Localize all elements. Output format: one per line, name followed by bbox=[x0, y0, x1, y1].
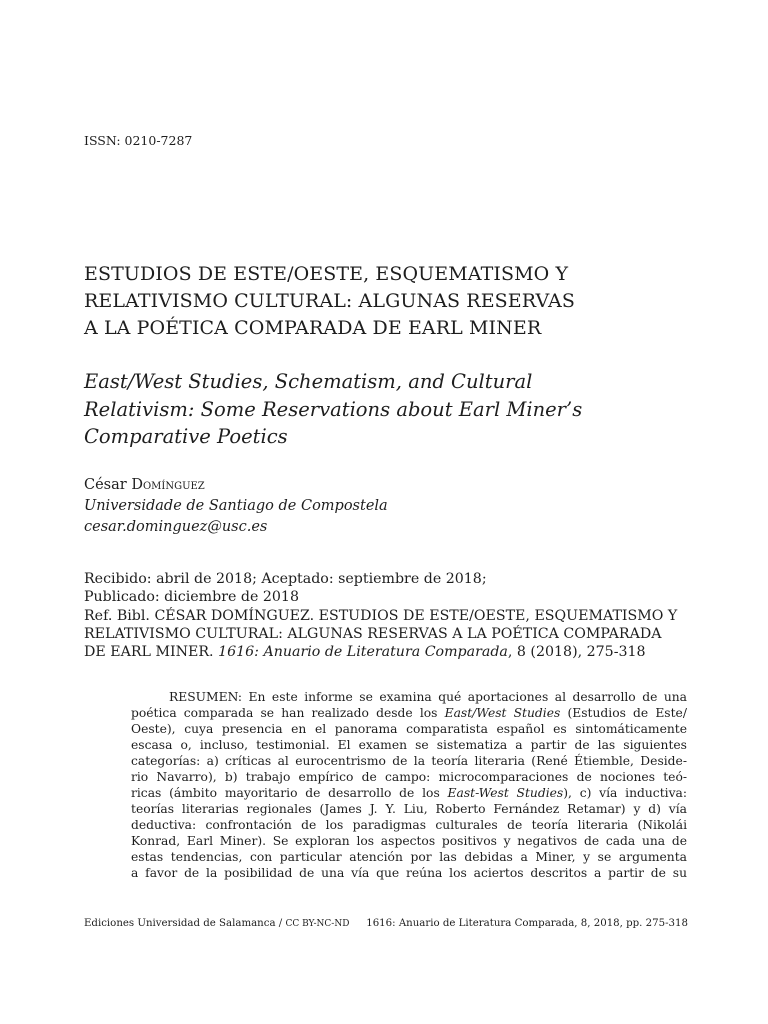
abstract-line: categorías: a) críticas al eurocentrismo de la teoría literaria (René Étiemble, Deside- bbox=[131, 754, 687, 768]
author-last-name: Domínguez bbox=[131, 477, 205, 493]
abstract-text: ), c) vía inductiva: bbox=[563, 786, 687, 800]
abstract-line: a favor de la posibilidad de una vía que reúna los aciertos descritos a partir de su bbox=[131, 866, 687, 880]
abstract-line: rio Navarro), b) trabajo empírico de campo: microcomparaciones de nociones teó- bbox=[131, 770, 687, 784]
reference-line bbox=[84, 643, 694, 661]
issn-number: ISSN: 0210-7287 bbox=[84, 133, 193, 148]
author-email[interactable]: cesar.dominguez@usc.es bbox=[84, 519, 268, 535]
subtitle-line: East/West Studies, Schematism, and Cultural bbox=[84, 370, 533, 393]
journal-name: 1616: Anuario de Literatura Comparada bbox=[218, 644, 508, 661]
publication-meta bbox=[84, 570, 694, 661]
dates-line: Recibido: abril de 2018; Aceptado: septiembre de 2018; bbox=[84, 571, 487, 587]
abstract-line: escasa o, incluso, testimonial. El examen se sistematiza a partir de las siguientes bbox=[131, 738, 687, 752]
footer-journal-info: 1616: Anuario de Literatura Comparada, 8, 2018, pp. 275-318 bbox=[366, 918, 688, 929]
subtitle-line: Relativism: Some Reservations about Earl Miner’s bbox=[84, 397, 583, 421]
subtitle-line: Comparative Poetics bbox=[84, 425, 288, 448]
reference-text: DE EARL MINER. bbox=[84, 644, 214, 661]
abstract-line: RESUMEN: En este informe se examina qué aportaciones al desarrollo de una bbox=[169, 690, 687, 704]
page-footer bbox=[84, 918, 688, 929]
abstract-italic: East/West Studies bbox=[444, 706, 561, 720]
abstract-line: teorías literarias regionales (James J. Y. Liu, Roberto Fernández Retamar) y d) vía bbox=[131, 802, 687, 816]
abstract-text: ricas (ámbito mayoritario de desarrollo de los bbox=[131, 786, 440, 800]
dates-line: Publicado: diciembre de 2018 bbox=[84, 589, 299, 606]
abstract-line: estas tendencias, con particular atención por las debidas a Miner, y se argumenta bbox=[131, 850, 687, 864]
abstract-text: (Estudios de Este/ bbox=[567, 706, 687, 720]
title-line: A LA POÉTICA COMPARADA DE EARL MINER bbox=[84, 317, 542, 339]
abstract-italic: East-West Studies bbox=[447, 786, 564, 800]
abstract-text: poética comparada se han realizado desde los bbox=[131, 706, 438, 720]
author-first-name: César bbox=[84, 477, 127, 493]
abstract-line bbox=[131, 785, 687, 801]
author-affiliation: Universidade de Santiago de Compostela bbox=[84, 498, 388, 514]
reference-line: RELATIVISMO CULTURAL: ALGUNAS RESERVAS A LA POÉTICA COMPARADA bbox=[84, 625, 662, 642]
publisher-name: Ediciones Universidad de Salamanca / bbox=[84, 918, 283, 929]
footer-publisher bbox=[84, 918, 349, 929]
abstract-line: Oeste), cuya presencia en el panorama comparatista español es sintomáticamente bbox=[131, 722, 687, 736]
article-title-english bbox=[84, 368, 694, 451]
author-block bbox=[84, 475, 388, 538]
title-line: RELATIVISMO CULTURAL: ALGUNAS RESERVAS bbox=[84, 290, 575, 312]
abstract-line: deductiva: confrontación de los paradigmas culturales de teoría literaria (Nikolái bbox=[131, 818, 687, 832]
title-line: ESTUDIOS DE ESTE/OESTE, ESQUEMATISMO Y bbox=[84, 263, 569, 285]
article-title-spanish bbox=[84, 261, 694, 342]
reference-text: , 8 (2018), 275-318 bbox=[507, 644, 646, 661]
license-label: CC BY-NC-ND bbox=[285, 919, 350, 929]
author-name bbox=[84, 475, 388, 496]
reference-line: Ref. Bibl. CÉSAR DOMÍNGUEZ. ESTUDIOS DE ESTE/OESTE, ESQUEMATISMO Y bbox=[84, 607, 678, 624]
abstract-line bbox=[131, 705, 687, 721]
abstract-line: Konrad, Earl Miner). Se exploran los aspectos positivos y negativos de cada una de bbox=[131, 834, 687, 848]
abstract bbox=[131, 689, 687, 881]
